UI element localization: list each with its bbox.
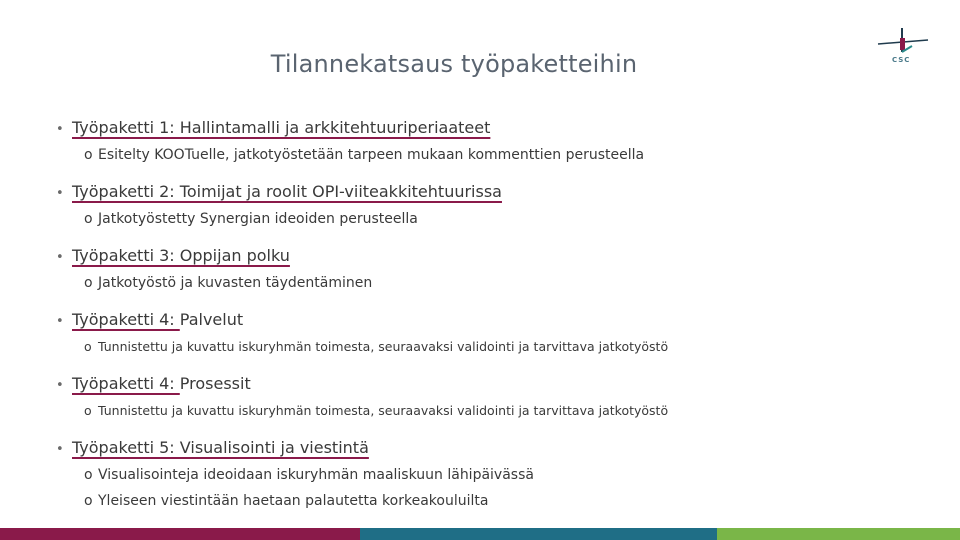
list-item	[56, 242, 936, 296]
item-heading-link[interactable]: Työpaketti 3: Oppijan polku	[72, 246, 290, 265]
sub-bullet-icon: o	[84, 147, 93, 163]
item-heading-rest: Palvelut	[179, 310, 244, 329]
bullet-icon: •	[56, 250, 64, 265]
bullet-icon: •	[56, 314, 64, 329]
sub-item: Jatkotyöstö ja kuvasten täydentäminen	[98, 275, 373, 291]
item-heading-link[interactable]: Työpaketti 4:	[72, 310, 180, 329]
footer-segment-3	[717, 528, 960, 540]
sub-bullet-icon: o	[84, 211, 93, 227]
bullet-icon: •	[56, 122, 64, 137]
sub-item: Visualisointeja ideoidaan iskuryhmän maaliskuun lähipäivässä	[98, 467, 534, 483]
item-heading-link[interactable]: Työpaketti 4:	[72, 374, 180, 393]
list-item	[56, 178, 936, 232]
footer-segment-2	[360, 528, 717, 540]
sub-item: Yleiseen viestintään haetaan palautetta korkeakouluilta	[98, 493, 489, 509]
bullet-icon: •	[56, 186, 64, 201]
sub-item: Jatkotyöstetty Synergian ideoiden perusteella	[98, 211, 418, 227]
sub-item: Tunnistettu ja kuvattu iskuryhmän toimesta, seuraavaksi validointi ja tarvittava jatkotyöstö	[98, 339, 669, 354]
item-heading-link[interactable]: Työpaketti 2: Toimijat ja roolit OPI-viiteakkitehtuurissa	[72, 182, 502, 201]
item-heading-rest: Prosessit	[179, 374, 251, 393]
list-item	[56, 370, 936, 424]
bullet-icon: •	[56, 378, 64, 393]
bullet-list	[56, 114, 936, 514]
item-heading-link[interactable]: Työpaketti 1: Hallintamalli ja arkkitehtuuriperiaateet	[72, 118, 491, 137]
list-item	[56, 434, 936, 514]
list-item	[56, 114, 936, 168]
sub-bullet-icon: o	[84, 493, 93, 509]
item-heading-link[interactable]: Työpaketti 5: Visualisointi ja viestintä	[72, 438, 369, 457]
page-title: Tilannekatsaus työpaketteihin	[270, 50, 638, 78]
sub-item: Esitelty KOOTuelle, jatkotyöstetään tarpeen mukaan kommenttien perusteella	[98, 147, 645, 163]
sub-bullet-icon: o	[84, 467, 93, 483]
footer-color-bar	[0, 528, 960, 540]
sub-item: Tunnistettu ja kuvattu iskuryhmän toimesta, seuraavaksi validointi ja tarvittava jatkotyöstö	[98, 403, 669, 418]
footer-segment-1	[0, 528, 360, 540]
bullet-icon: •	[56, 442, 64, 457]
list-item	[56, 306, 936, 360]
sub-bullet-icon: o	[84, 339, 92, 354]
sub-bullet-icon: o	[84, 275, 93, 291]
sub-bullet-icon: o	[84, 403, 92, 418]
logo-text: CSC	[892, 56, 911, 64]
